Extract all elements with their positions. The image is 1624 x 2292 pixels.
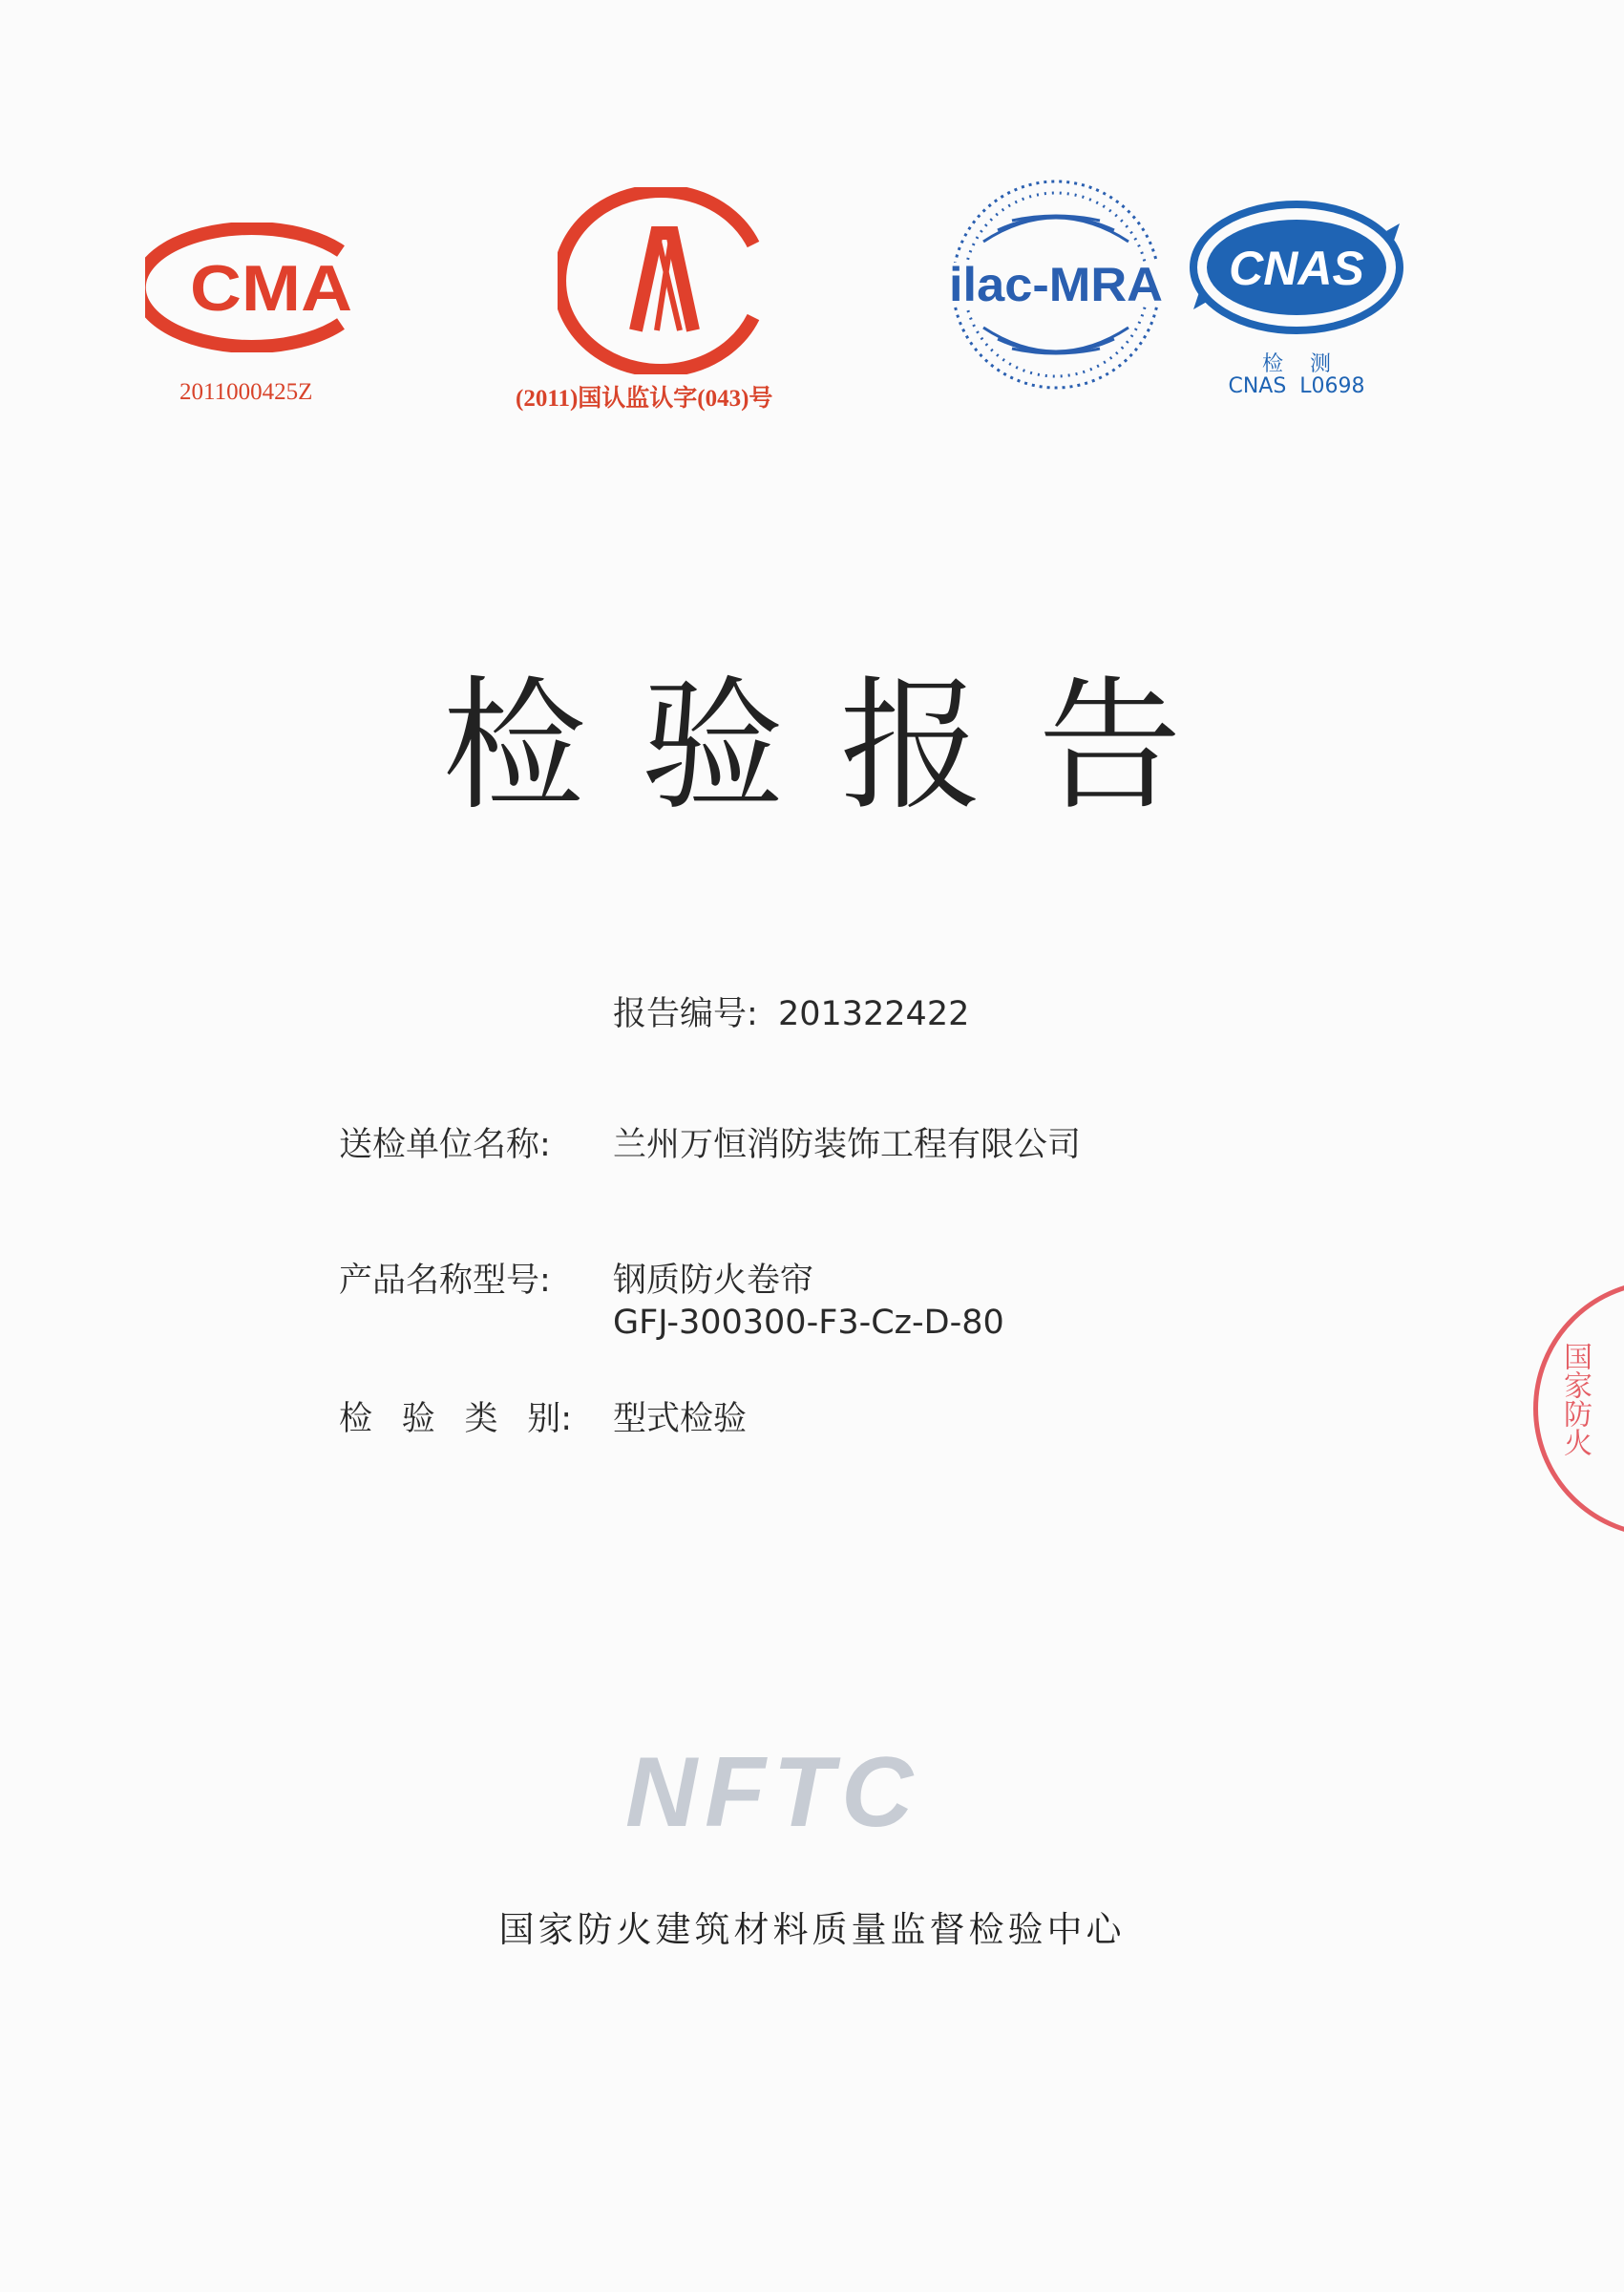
ilac-mark-text: ilac-MRA	[949, 258, 1163, 311]
nftc-watermark: NFTC	[625, 1737, 921, 1848]
cal-number: (2011)国认监认字(043)号	[516, 386, 773, 412]
issuer-name: 国家防火建筑材料质量监督检验中心	[498, 1909, 1126, 1950]
cnas-mark-text: CNAS	[1229, 242, 1364, 295]
cnas-subtitle: 检 测	[1262, 352, 1331, 376]
field-row-submitter	[0, 1118, 1624, 1166]
official-seal-text: 国家防火	[1558, 1342, 1592, 1456]
field-label-product: 产品名称型号:	[339, 1262, 551, 1300]
ilac-mra-logo	[945, 175, 1167, 394]
cnas-code: CNAS L0698	[1228, 374, 1365, 398]
field-label-inspection-type: 检 验 类 别:	[339, 1400, 572, 1438]
report-number-label: 报告编号:	[613, 995, 758, 1033]
field-value-inspection-type: 型式检验	[613, 1400, 748, 1438]
cma-number: 2011000425Z	[179, 379, 313, 405]
field-row-product	[0, 1254, 1624, 1349]
document-title: 检验报告	[442, 664, 1237, 830]
cnas-logo	[1184, 181, 1409, 334]
field-value-submitter: 兰州万恒消防装饰工程有限公司	[613, 1126, 1082, 1164]
field-row-inspection-type	[0, 1392, 1624, 1440]
cal-logo	[558, 187, 773, 374]
report-number-value: 201322422	[777, 995, 970, 1033]
field-value-product-model: GFJ-300300-F3-Cz-D-80	[613, 1304, 1004, 1342]
field-value-product: 钢质防火卷帘	[613, 1262, 814, 1300]
report-number	[613, 987, 969, 1035]
field-label-submitter: 送检单位名称:	[339, 1126, 551, 1164]
cma-logo	[145, 223, 390, 352]
cma-mark-text: CMA	[190, 252, 352, 325]
